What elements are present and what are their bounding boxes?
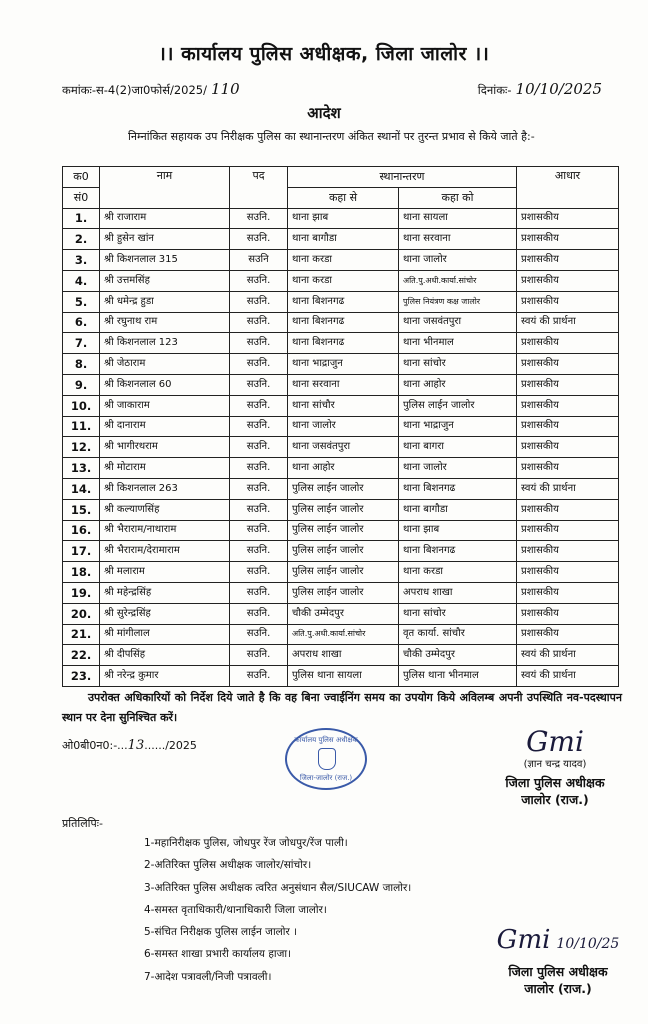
row-sn: 13. — [63, 458, 100, 479]
row-rank: सउनि. — [230, 562, 288, 583]
row-to: थाना करडा — [399, 562, 517, 583]
row-basis: प्रशासकीय — [517, 291, 619, 312]
ob-number: ओ0बी0न0:-...13....../2025 — [62, 738, 197, 753]
row-to: थाना सरवाना — [399, 229, 517, 250]
row-basis: प्रशासकीय — [517, 250, 619, 271]
table-row — [63, 416, 619, 437]
second-signature-icon: Gmi 10/10/25 — [496, 925, 620, 955]
row-rank: सउनि. — [230, 478, 288, 499]
row-rank: सउनि. — [230, 354, 288, 375]
header-from: कहा से — [288, 187, 399, 208]
ob-number-suffix: /2025 — [165, 739, 197, 752]
table-row — [63, 603, 619, 624]
row-rank: सउनि. — [230, 624, 288, 645]
row-name: श्री जेठाराम — [100, 354, 230, 375]
row-from: थाना बागौडा — [288, 229, 399, 250]
table-row — [63, 520, 619, 541]
order-number — [62, 80, 240, 98]
row-sn: 9. — [63, 374, 100, 395]
row-rank: सउनि. — [230, 666, 288, 687]
copy-list-item: 7-आदेश पत्रावली/निजी पत्रावली। — [144, 970, 272, 983]
row-to: पुलिस लाईन जालोर — [399, 395, 517, 416]
row-sn: 16. — [63, 520, 100, 541]
table-row — [63, 291, 619, 312]
row-from: थाना भाद्राजुन — [288, 354, 399, 375]
header-transfer: स्थानान्तरण — [288, 167, 517, 188]
row-rank: सउनि. — [230, 582, 288, 603]
row-basis: प्रशासकीय — [517, 499, 619, 520]
row-sn: 15. — [63, 499, 100, 520]
row-rank: सउनि. — [230, 291, 288, 312]
row-sn: 19. — [63, 582, 100, 603]
row-to: थाना आहोर — [399, 374, 517, 395]
row-basis: प्रशासकीय — [517, 208, 619, 229]
row-basis: प्रशासकीय — [517, 520, 619, 541]
row-basis: प्रशासकीय — [517, 562, 619, 583]
row-basis: प्रशासकीय — [517, 416, 619, 437]
row-to: थाना सांचोर — [399, 603, 517, 624]
row-to: अपराध शाखा — [399, 582, 517, 603]
table-row — [63, 395, 619, 416]
row-from: थाना करडा — [288, 270, 399, 291]
row-basis: प्रशासकीय — [517, 582, 619, 603]
copy-list-item: 2-अतिरिक्त पुलिस अधीक्षक जालोर/सांचोर। — [144, 859, 312, 872]
row-rank: सउनि. — [230, 458, 288, 479]
row-rank: सउनि. — [230, 395, 288, 416]
intro-paragraph: निम्नांकित सहायक उप निरीक्षक पुलिस का स्थानान्तरण अंकित स्थानों पर तुरन्त प्रभाव से किये जाते है:- — [128, 130, 535, 143]
table-row — [63, 562, 619, 583]
row-name: श्री किशनलाल 123 — [100, 333, 230, 354]
row-from: पुलिस लाईन जालोर — [288, 478, 399, 499]
row-name: श्री भागीरथराम — [100, 437, 230, 458]
row-from: थाना जालोर — [288, 416, 399, 437]
second-signature-date: 10/10/25 — [556, 936, 620, 952]
row-sn: 20. — [63, 603, 100, 624]
row-basis: प्रशासकीय — [517, 437, 619, 458]
row-sn: 4. — [63, 270, 100, 291]
row-name: श्री किशनलाल 60 — [100, 374, 230, 395]
row-rank: सउनि. — [230, 416, 288, 437]
row-basis: प्रशासकीय — [517, 229, 619, 250]
row-from: पुलिस थाना सायला — [288, 666, 399, 687]
table-row — [63, 437, 619, 458]
row-basis: स्वयं की प्रार्थना — [517, 645, 619, 666]
table-row — [63, 541, 619, 562]
row-from: थाना जसवंतपुरा — [288, 437, 399, 458]
row-name: श्री उत्तमसिंह — [100, 270, 230, 291]
table-row — [63, 624, 619, 645]
row-to: पुलिस नियंत्रण कक्ष जालोर — [399, 291, 517, 312]
table-row — [63, 270, 619, 291]
row-rank: सउनि. — [230, 541, 288, 562]
row-sn: 23. — [63, 666, 100, 687]
row-rank: सउनि. — [230, 499, 288, 520]
table-row — [63, 229, 619, 250]
row-from: थाना सांचौर — [288, 395, 399, 416]
row-to: चौकी उम्मेदपुर — [399, 645, 517, 666]
order-date — [478, 80, 602, 98]
signatory-name: (ज्ञान चन्द्र यादव) — [523, 759, 587, 770]
row-to: थाना भीनमाल — [399, 333, 517, 354]
row-rank: सउनि. — [230, 437, 288, 458]
second-signature-block — [478, 925, 638, 997]
order-number-label: कमांकः-स-4(2)जा0फोर्स/2025/ — [62, 83, 207, 97]
signature-icon: Gmi — [526, 725, 584, 758]
table-row — [63, 250, 619, 271]
table-row — [63, 208, 619, 229]
row-from: थाना आहोर — [288, 458, 399, 479]
row-name: श्री जाकाराम — [100, 395, 230, 416]
ob-number-value: 13 — [127, 738, 145, 753]
row-to: थाना झाब — [399, 520, 517, 541]
row-sn: 7. — [63, 333, 100, 354]
row-basis: प्रशासकीय — [517, 333, 619, 354]
row-name: श्री मांगीलाल — [100, 624, 230, 645]
order-number-handwritten: 110 — [210, 80, 240, 98]
seal-text-top: कार्यालय पुलिस अधीक्षक — [294, 736, 358, 744]
row-rank: सउनि. — [230, 520, 288, 541]
row-rank: सउनि. — [230, 229, 288, 250]
table-row — [63, 499, 619, 520]
row-from: पुलिस लाईन जालोर — [288, 520, 399, 541]
ob-number-label: ओ0बी0न0:- — [62, 739, 118, 752]
order-heading: आदेश — [307, 104, 341, 122]
row-name: श्री महेन्द्रसिंह — [100, 582, 230, 603]
row-sn: 1. — [63, 208, 100, 229]
row-name: श्री रघुनाथ राम — [100, 312, 230, 333]
row-name: श्री नरेन्द्र कुमार — [100, 666, 230, 687]
row-rank: सउनि. — [230, 333, 288, 354]
closing-paragraph: उपरोक्त अधिकारियों को निर्देश दिये जाते है कि वह बिना ज्वाईनिंग समय का उपयोग किये अविलम्ब अपनी उपस्थिति नव-पदस्थापन स्थान पर देना सुनिश्चित करें। — [62, 691, 622, 724]
header-name: नाम — [100, 167, 230, 209]
row-from: थाना बिशनगढ — [288, 291, 399, 312]
row-rank: सउनि. — [230, 312, 288, 333]
row-basis: प्रशासकीय — [517, 624, 619, 645]
table-row — [63, 354, 619, 375]
row-sn: 18. — [63, 562, 100, 583]
row-to: थाना जालोर — [399, 458, 517, 479]
header-rank: पद — [230, 167, 288, 209]
row-name: श्री दीपसिंह — [100, 645, 230, 666]
second-signatory-place: जालोर (राज.) — [524, 981, 592, 996]
transfer-rows — [63, 208, 619, 686]
row-name: श्री किशनलाल 315 — [100, 250, 230, 271]
table-row — [63, 478, 619, 499]
row-sn: 22. — [63, 645, 100, 666]
row-from: थाना बिशनगढ — [288, 333, 399, 354]
row-to: थाना बागरा — [399, 437, 517, 458]
row-from: अति.पु.अधी.कार्या.सांचोर — [288, 624, 399, 645]
order-date-label: दिनांकः- — [477, 83, 512, 97]
row-basis: स्वयं की प्रार्थना — [517, 478, 619, 499]
row-basis: प्रशासकीय — [517, 395, 619, 416]
row-from: अपराध शाखा — [288, 645, 399, 666]
row-sn: 12. — [63, 437, 100, 458]
table-row — [63, 645, 619, 666]
copy-list-item: 5-संचित निरीक्षक पुलिस लाईन जालोर । — [144, 926, 298, 939]
row-sn: 21. — [63, 624, 100, 645]
row-from: थाना बिशनगढ — [288, 312, 399, 333]
row-to: थाना बागौडा — [399, 499, 517, 520]
row-basis: प्रशासकीय — [517, 603, 619, 624]
row-sn: 14. — [63, 478, 100, 499]
row-sn: 6. — [63, 312, 100, 333]
row-name: श्री भैराराम/नाथाराम — [100, 520, 230, 541]
copy-label: प्रतिलिपिः- — [62, 817, 103, 830]
header-basis: आधार — [517, 167, 619, 209]
order-date-handwritten: 10/10/2025 — [515, 80, 602, 98]
table-row — [63, 666, 619, 687]
row-to: थाना भाद्राजुन — [399, 416, 517, 437]
row-sn: 2. — [63, 229, 100, 250]
row-to: थाना सायला — [399, 208, 517, 229]
row-rank: सउनि. — [230, 208, 288, 229]
table-row — [63, 374, 619, 395]
row-sn: 8. — [63, 354, 100, 375]
header-to: कहा को — [399, 187, 517, 208]
row-from: पुलिस लाईन जालोर — [288, 499, 399, 520]
row-basis: स्वयं की प्रार्थना — [517, 666, 619, 687]
header-sn-bottom: सं0 — [63, 187, 100, 208]
signatory-place: जालोर (राज.) — [521, 792, 589, 807]
row-to: पुलिस थाना भीनमाल — [399, 666, 517, 687]
table-row — [63, 458, 619, 479]
header-sn-top: क0 — [63, 167, 100, 188]
row-to: थाना जालोर — [399, 250, 517, 271]
row-to: थाना बिशनगढ — [399, 541, 517, 562]
row-name: श्री हुसेन खांन — [100, 229, 230, 250]
row-basis: प्रशासकीय — [517, 374, 619, 395]
row-name: श्री सुरेन्द्रसिंह — [100, 603, 230, 624]
row-from: थाना करडा — [288, 250, 399, 271]
row-sn: 3. — [63, 250, 100, 271]
row-from: थाना झाब — [288, 208, 399, 229]
row-to: वृत कार्या. सांचौर — [399, 624, 517, 645]
row-from: पुलिस लाईन जालोर — [288, 541, 399, 562]
row-to: थाना सांचोर — [399, 354, 517, 375]
table-row — [63, 333, 619, 354]
transfer-table — [62, 166, 619, 687]
row-to: थाना जसवंतपुरा — [399, 312, 517, 333]
row-name: श्री किशनलाल 263 — [100, 478, 230, 499]
row-sn: 17. — [63, 541, 100, 562]
row-basis: प्रशासकीय — [517, 541, 619, 562]
row-name: श्री कल्याणसिंह — [100, 499, 230, 520]
signature-block — [480, 725, 630, 808]
row-rank: सउनि. — [230, 645, 288, 666]
row-rank: सउनि — [230, 250, 288, 271]
copy-list-item: 4-समस्त वृताधिकारी/थानाधिकारी जिला जालोर। — [144, 903, 327, 916]
row-basis: प्रशासकीय — [517, 458, 619, 479]
emblem-icon — [318, 748, 336, 770]
row-rank: सउनि. — [230, 374, 288, 395]
copy-list-item: 6-समस्त शाखा प्रभारी कार्यालय हाजा। — [144, 948, 292, 961]
row-basis: स्वयं की प्रार्थना — [517, 312, 619, 333]
office-seal — [285, 728, 367, 790]
row-to: अति.पु.अधी.कार्या.सांचोर — [399, 270, 517, 291]
office-title: ।। कार्यालय पुलिस अधीक्षक, जिला जालोर ।। — [158, 43, 490, 65]
row-basis: प्रशासकीय — [517, 354, 619, 375]
row-name: श्री मोटाराम — [100, 458, 230, 479]
signatory-title: जिला पुलिस अधीक्षक — [505, 775, 605, 790]
second-signatory-title: जिला पुलिस अधीक्षक — [508, 964, 608, 979]
row-name: श्री मलाराम — [100, 562, 230, 583]
row-from: चौकी उम्मेदपुर — [288, 603, 399, 624]
row-name: श्री भैराराम/देरामाराम — [100, 541, 230, 562]
row-name: श्री राजाराम — [100, 208, 230, 229]
row-basis: प्रशासकीय — [517, 270, 619, 291]
row-from: पुलिस लाईन जालोर — [288, 562, 399, 583]
table-row — [63, 312, 619, 333]
row-sn: 5. — [63, 291, 100, 312]
row-sn: 10. — [63, 395, 100, 416]
row-name: श्री धमेन्द्र हुडा — [100, 291, 230, 312]
row-from: पुलिस लाईन जालोर — [288, 582, 399, 603]
row-from: थाना सरवाना — [288, 374, 399, 395]
row-to: थाना बिशनगढ — [399, 478, 517, 499]
copy-list-item: 1-महानिरीक्षक पुलिस, जोधपुर रेंज जोधपुर/रेंज पाली। — [144, 837, 348, 849]
seal-text-bottom: जिला-जालोर (राज.) — [299, 774, 353, 782]
row-name: श्री दानाराम — [100, 416, 230, 437]
row-rank: सउनि. — [230, 270, 288, 291]
copy-list-item: 3-अतिरिक्त पुलिस अधीक्षक त्वरित अनुसंधान सैल/SIUCAW जालोर। — [144, 881, 412, 894]
row-rank: सउनि. — [230, 603, 288, 624]
table-row — [63, 582, 619, 603]
row-sn: 11. — [63, 416, 100, 437]
